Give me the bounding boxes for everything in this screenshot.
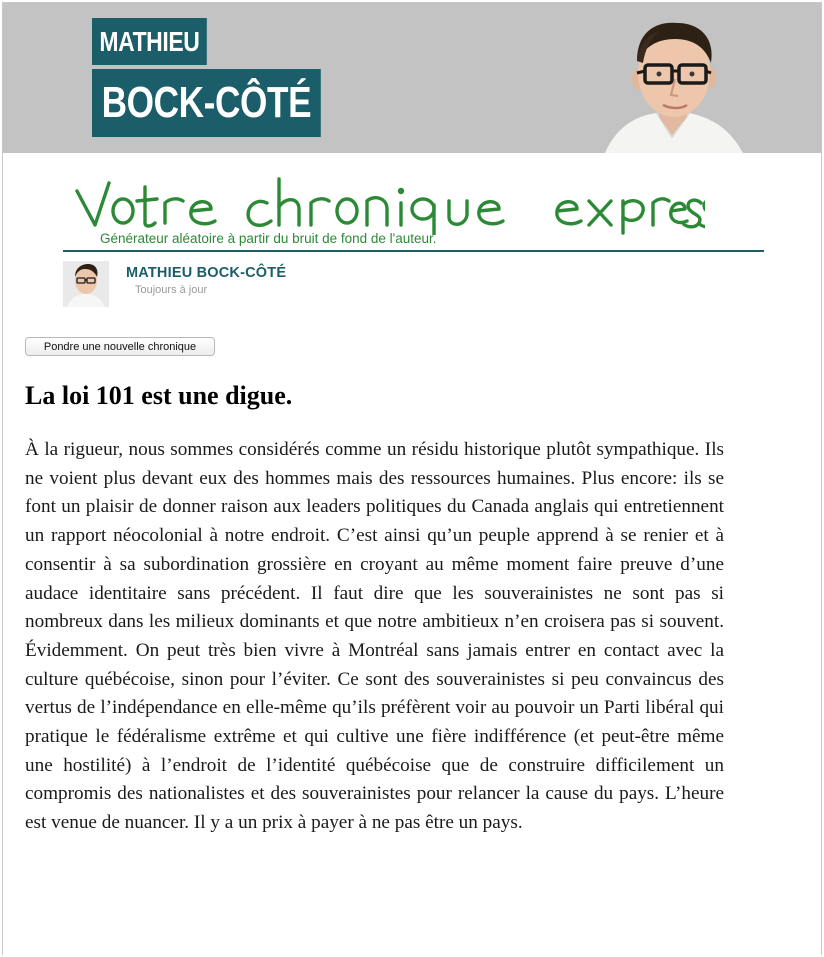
article-title: La loi 101 est une digue. (25, 381, 293, 410)
author-tagline: Toujours à jour (135, 284, 208, 296)
author-avatar (63, 261, 109, 307)
new-column-button[interactable]: Pondre une nouvelle chronique (25, 337, 215, 356)
article-body: À la rigueur, nous sommes considérés comme un résidu historique plutôt sympathique. Ils ne voient plus devant eux des hommes mais des ressources humaines. Plus encore: ils se font un plaisir de donner raison aux leaders politiques du Canada anglais qui entretiennent un rapport néocolonial à notre endroit. C’est ainsi qu’un peuple apprend à se renier et à consentir à sa subordination grossière en croyant au même moment faire preuve d’une audace identitaire sans précédent. Il faut dire que les souverainistes ne sont pas si nombreux dans les milieux dominants et que notre ambitieux n’en croisera pas si souvent. Évidemment. On peut très bien vivre à Montréal sans jamais entrer en contact avec la culture québécoise, sinon pour l’éviter. Ce sont des souverainistes si peu convaincus des vertus de l’indépendance en elle-même qu’ils préfèrent voir au pouvoir un Parti libéral qui pratique le fédéralisme extrême et qui cultive une fière indifférence (et peut-être même une hostilité) à l’endroit de l’identité québécoise que de construire difficilement un compromis des nationalistes et des souverainistes pour relancer la cause du pays. L’heure est venue de nuancer. Il y a un prix à payer à ne pas être un pays. (25, 439, 724, 834)
author-portrait-icon (597, 17, 747, 153)
header-divider (63, 250, 764, 252)
brand-title-handwritten (65, 165, 705, 235)
brand-subtitle: Générateur aléatoire à partir du bruit de fond de l'auteur. (100, 231, 437, 246)
avatar-icon (63, 261, 109, 307)
author-name: MATHIEU BOCK-CÔTÉ (126, 265, 287, 281)
author-name-first: MATHIEU (92, 18, 207, 65)
page-frame (2, 2, 822, 955)
header-banner (3, 3, 821, 153)
author-name-last: BOCK-CÔTÉ (92, 69, 321, 137)
